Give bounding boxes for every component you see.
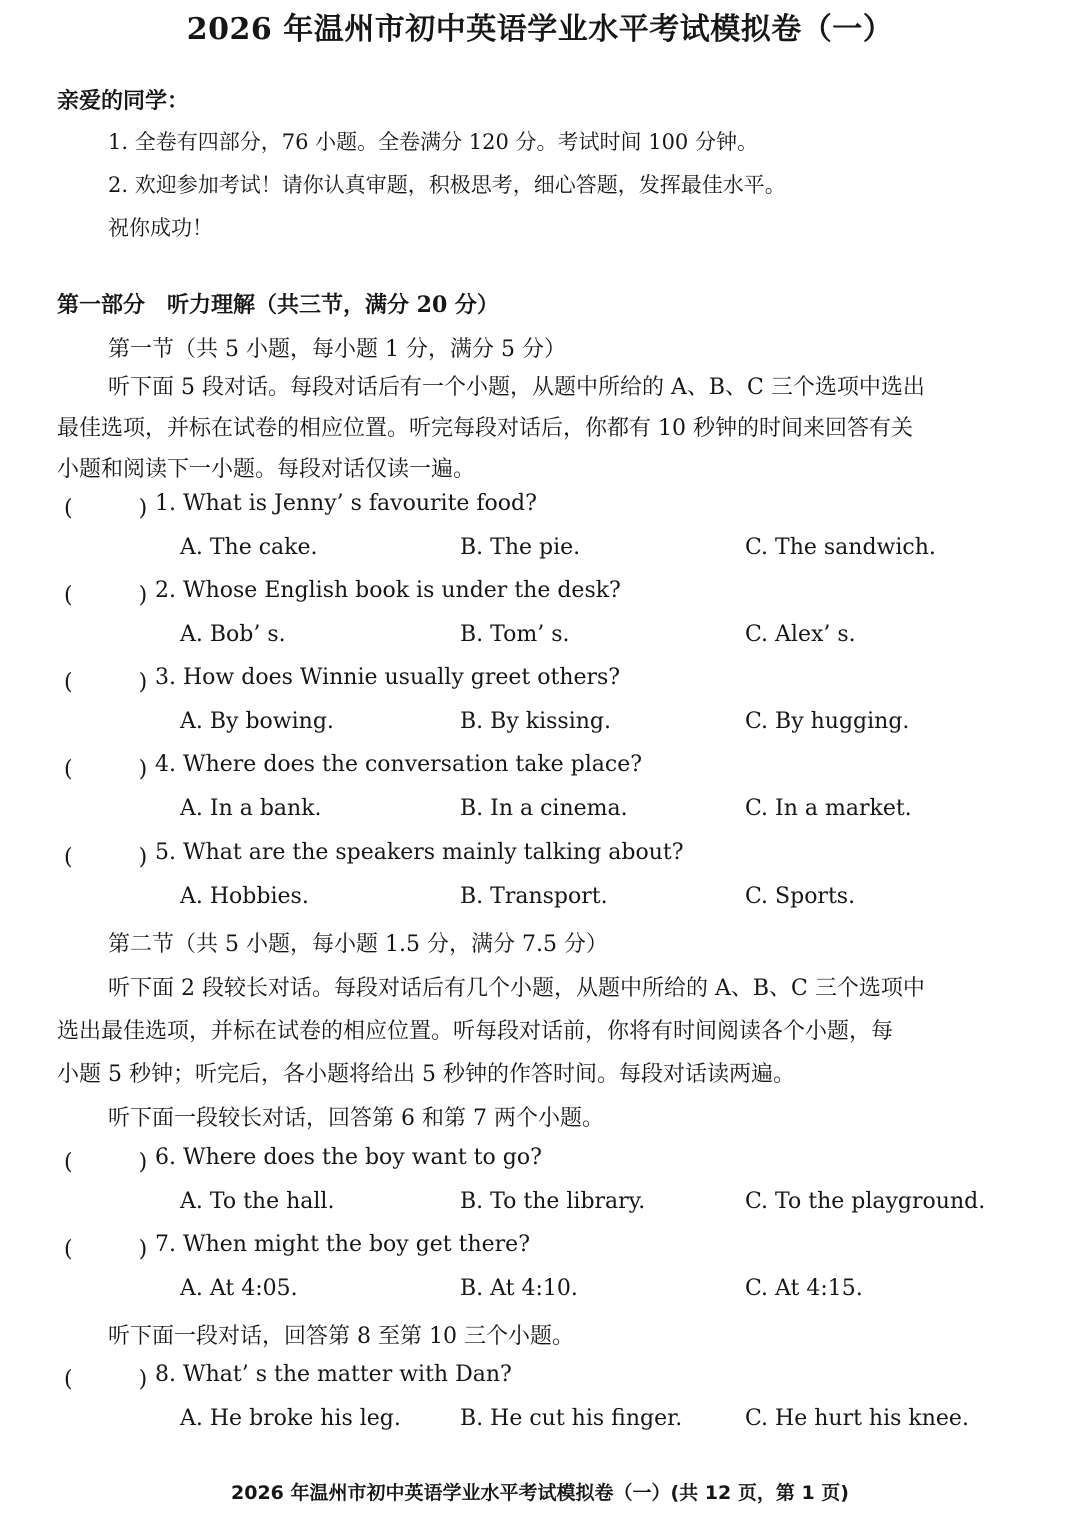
exam-title: 2026 年温州市初中英语学业水平考试模拟卷（一）	[186, 12, 894, 47]
answer-bracket[interactable]: ( )	[64, 1237, 148, 1262]
option-b: B. Transport.	[460, 884, 608, 909]
answer-bracket[interactable]: ( )	[64, 845, 148, 870]
option-a: A. He broke his leg.	[180, 1406, 401, 1431]
answer-bracket[interactable]: ( )	[64, 1367, 148, 1392]
greeting: 亲爱的同学：	[57, 88, 190, 114]
option-c: C. At 4:15.	[745, 1276, 863, 1301]
option-c: C. Sports.	[745, 884, 856, 909]
option-b: B. In a cinema.	[460, 796, 628, 821]
option-a: A. In a bank.	[180, 796, 322, 821]
question-text: 4. Where does the conversation take place?	[155, 752, 643, 777]
option-c: C. In a market.	[745, 796, 912, 821]
option-b: B. By kissing.	[460, 709, 611, 734]
option-b: B. Tom’ s.	[460, 622, 570, 647]
section2-instruction-1: 听下面 2 段较长对话。每段对话后有几个小题，从题中所给的 A、B、C 三个选项中	[108, 976, 925, 1001]
section1-heading: 第一节（共 5 小题，每小题 1 分，满分 5 分）	[108, 337, 566, 362]
option-c: C. To the playground.	[745, 1189, 986, 1214]
option-b: B. At 4:10.	[460, 1276, 578, 1301]
note-2: 2. 欢迎参加考试！请你认真审题，积极思考，细心答题，发挥最佳水平。	[108, 173, 786, 197]
option-c: C. By hugging.	[745, 709, 910, 734]
answer-bracket[interactable]: ( )	[64, 583, 148, 608]
answer-bracket[interactable]: ( )	[64, 670, 148, 695]
option-b: B. The pie.	[460, 535, 581, 560]
section2-instruction-2: 选出最佳选项，并标在试卷的相应位置。听每段对话前，你将有时间阅读各个小题，每	[57, 1019, 894, 1044]
option-a: A. Bob’ s.	[180, 622, 286, 647]
option-b: B. To the library.	[460, 1189, 646, 1214]
question-text: 8. What’ s the matter with Dan?	[155, 1362, 512, 1387]
section1-instruction-1: 听下面 5 段对话。每段对话后有一个小题，从题中所给的 A、B、C 三个选项中选出	[108, 375, 925, 400]
question-text: 2. Whose English book is under the desk?	[155, 578, 621, 603]
option-c: C. Alex’ s.	[745, 622, 856, 647]
page-footer: 2026 年温州市初中英语学业水平考试模拟卷（一）(共 12 页，第 1 页)	[231, 1482, 849, 1504]
section1-instruction-3: 小题和阅读下一小题。每段对话仅读一遍。	[57, 457, 476, 482]
option-a: A. The cake.	[180, 535, 318, 560]
part1-heading: 第一部分 听力理解（共三节，满分 20 分）	[57, 292, 499, 318]
question-text: 5. What are the speakers mainly talking about?	[155, 840, 684, 865]
dialogue2-intro: 听下面一段对话，回答第 8 至第 10 三个小题。	[108, 1324, 574, 1349]
question-text: 6. Where does the boy want to go?	[155, 1145, 542, 1170]
option-a: A. To the hall.	[180, 1189, 335, 1214]
option-b: B. He cut his finger.	[460, 1406, 683, 1431]
section2-instruction-3: 小题 5 秒钟；听完后，各小题将给出 5 秒钟的作答时间。每段对话读两遍。	[57, 1062, 795, 1087]
dialogue1-intro: 听下面一段较长对话，回答第 6 和第 7 两个小题。	[108, 1106, 604, 1131]
note-1: 1. 全卷有四部分，76 小题。全卷满分 120 分。考试时间 100 分钟。	[108, 130, 758, 154]
answer-bracket[interactable]: ( )	[64, 496, 148, 521]
question-text: 1. What is Jenny’ s favourite food?	[155, 491, 537, 516]
question-text: 7. When might the boy get there?	[155, 1232, 530, 1257]
section2-heading: 第二节（共 5 小题，每小题 1.5 分，满分 7.5 分）	[108, 932, 608, 957]
option-c: C. The sandwich.	[745, 535, 936, 560]
note-3: 祝你成功！	[108, 216, 213, 240]
option-a: A. By bowing.	[180, 709, 334, 734]
option-a: A. Hobbies.	[180, 884, 309, 909]
option-a: A. At 4:05.	[180, 1276, 298, 1301]
section1-instruction-2: 最佳选项，并标在试卷的相应位置。听完每段对话后，你都有 10 秒钟的时间来回答有关	[57, 416, 913, 441]
answer-bracket[interactable]: ( )	[64, 1150, 148, 1175]
option-c: C. He hurt his knee.	[745, 1406, 969, 1431]
question-text: 3. How does Winnie usually greet others?	[155, 665, 621, 690]
answer-bracket[interactable]: ( )	[64, 757, 148, 782]
